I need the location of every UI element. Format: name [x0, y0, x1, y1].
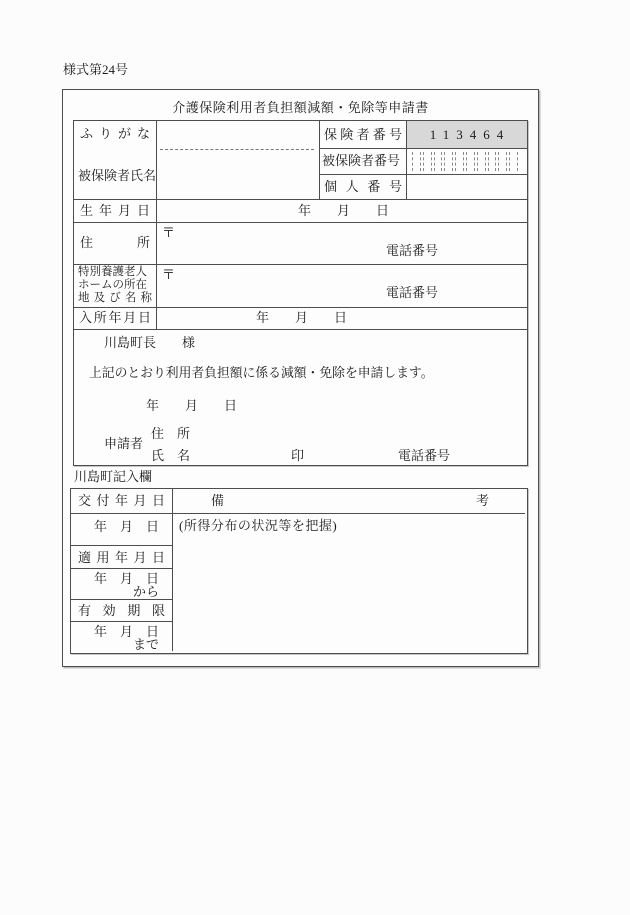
remarks-header-right: 考 [475, 493, 489, 508]
personal-number-label: 個 人 番 号 [324, 179, 402, 194]
grid-line [74, 199, 527, 200]
grid-line [74, 329, 527, 330]
digit-box [466, 152, 475, 171]
validity-label: 有 効 期 限 [78, 603, 165, 618]
birthdate-label: 生 年 月 日 [80, 203, 150, 218]
admission-date-label: 入 所 年 月 日 [79, 310, 151, 325]
grid-line [71, 545, 172, 546]
admission-date-placeholder: 年 月 日 [256, 310, 348, 325]
apply-date-placeholder: 年 月 日 [93, 571, 159, 586]
insured-name-label: 被保険者氏名 [78, 168, 157, 183]
remarks-field[interactable] [173, 534, 525, 651]
furigana-separator-line [160, 149, 314, 150]
grid-line [71, 621, 172, 622]
applicant-phone-label: 電話番号 [398, 448, 451, 463]
seal-label: 印 [291, 448, 305, 463]
apply-date-from-suffix: から [132, 584, 159, 599]
address-label: 住 所 [80, 235, 150, 250]
facility-label-line1: 特別養護老人 [78, 266, 147, 278]
form-title: 介護保険利用者負担額減額・免除等申請書 [172, 100, 429, 115]
office-table [70, 488, 528, 654]
applicant-address-label: 住 所 [151, 426, 191, 441]
applicant-table [73, 120, 528, 466]
declaration-date-placeholder: 年 月 日 [146, 398, 238, 413]
birthdate-placeholder: 年 月 日 [298, 203, 390, 218]
grid-line [156, 121, 157, 329]
furigana-label: ふ り が な [80, 126, 150, 141]
grid-line [319, 148, 527, 149]
furigana-field[interactable] [160, 123, 315, 147]
grid-line [319, 121, 320, 199]
facility-label-line3: 地 及 び 名 称 [78, 292, 152, 304]
issue-date-placeholder: 年 月 日 [93, 519, 159, 534]
grid-line [71, 513, 525, 514]
insured-number-boxes[interactable] [411, 152, 519, 171]
grid-line [74, 264, 527, 265]
validity-placeholder: 年 月 日 [93, 624, 159, 639]
grid-line [74, 222, 527, 223]
insurer-number-label: 保 険 者 番 号 [324, 127, 402, 142]
applicant-name-label: 氏 名 [151, 448, 191, 463]
remarks-header [172, 493, 525, 508]
digit-box [488, 152, 497, 171]
remarks-header-left: 備 [211, 493, 225, 508]
declaration-statement: 上記のとおり利用者負担額に係る減額・免除を申請します。 [89, 366, 434, 380]
personal-number-field[interactable] [407, 175, 527, 199]
grid-line [71, 568, 172, 569]
digit-box [412, 152, 421, 171]
digit-box [444, 152, 453, 171]
office-section-label: 川島町記入欄 [74, 469, 153, 484]
facility-phone-label: 電話番号 [386, 285, 439, 300]
postal-mark: 〒 [162, 225, 176, 240]
applicant-label: 申請者 [104, 436, 144, 451]
grid-line [74, 307, 527, 308]
digit-box [498, 152, 507, 171]
digit-box [477, 152, 486, 171]
digit-box [509, 152, 518, 171]
phone-label: 電話番号 [386, 243, 439, 258]
facility-label-line2: ホームの所在 [78, 279, 147, 291]
addressee-line: 川島町長 様 [104, 335, 196, 350]
form-number: 様式第24号 [63, 62, 129, 77]
issue-date-label: 交 付 年 月 日 [78, 493, 165, 508]
grid-line [71, 599, 172, 600]
insurer-number-value: 113464 [429, 127, 511, 142]
digit-box [434, 152, 443, 171]
digit-box [423, 152, 432, 171]
validity-until-suffix: まで [132, 637, 159, 652]
insured-name-field[interactable] [160, 151, 315, 197]
insured-number-label: 被保険者番号 [322, 153, 401, 168]
facility-postal-mark: 〒 [162, 267, 176, 282]
apply-date-label: 適 用 年 月 日 [78, 550, 165, 565]
remarks-note: (所得分布の状況等を把握) [179, 518, 338, 533]
digit-box [455, 152, 464, 171]
